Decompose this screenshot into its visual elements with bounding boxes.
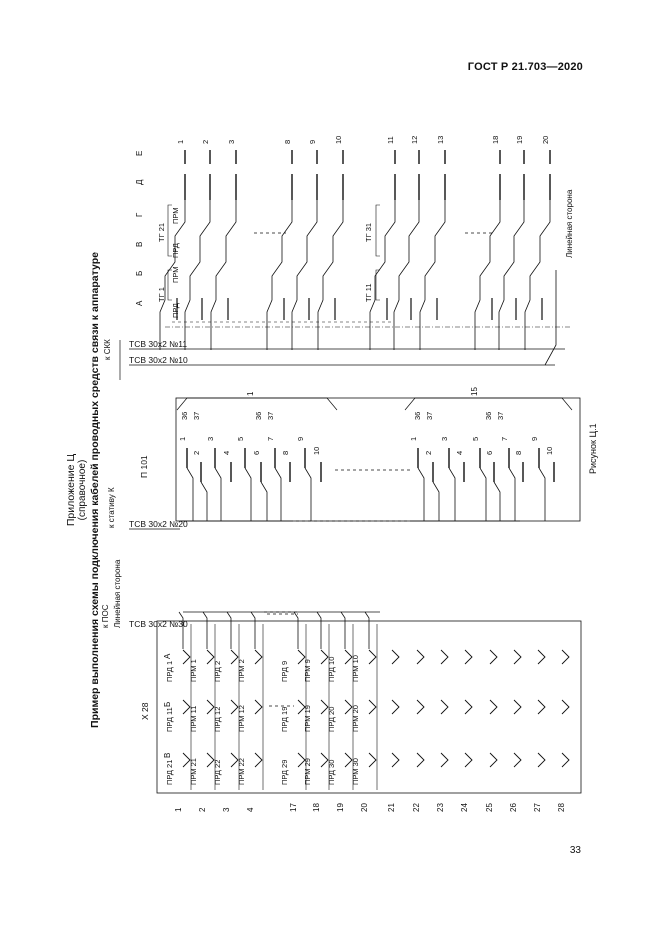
x28-cell-label: ПРМ 20 xyxy=(351,705,360,732)
skk-terminal-number: 11 xyxy=(386,136,395,144)
x28-row-number: 2 xyxy=(198,807,207,812)
x28-cell-label: ПРД 10 xyxy=(327,656,336,682)
x28-row-number: 4 xyxy=(246,807,255,812)
skk-side-label: к СКК xyxy=(103,339,112,360)
p101-contact-number: 2 xyxy=(424,450,433,455)
x28-cell-label: ПРД 12 xyxy=(213,706,222,732)
p101-contact-number: 8 xyxy=(281,450,290,455)
x28-row-number: 19 xyxy=(336,803,345,812)
skk-terminal-number: 18 xyxy=(491,135,500,144)
p101-contact-lead xyxy=(539,468,545,521)
skk-switch-path xyxy=(211,200,236,350)
p101-contact-lead xyxy=(275,468,281,521)
skk-signal-label: ПРД xyxy=(171,303,180,318)
skk-tg-label: ТГ 31 xyxy=(364,222,373,242)
p101-group-label: 1 xyxy=(246,391,255,396)
x28-terminal-chevron xyxy=(514,650,521,664)
x28-panel-title: Х 28 xyxy=(140,702,150,720)
p101-contact-number: 3 xyxy=(206,436,215,441)
x28-terminal-chevron xyxy=(417,753,424,767)
x28-terminal-chevron xyxy=(255,753,262,767)
p101-cable-label: ТСВ 30х2 №20 xyxy=(129,519,188,529)
x28-terminal-chevron xyxy=(441,650,448,664)
skk-column-letter: А xyxy=(135,300,144,306)
p101-panel-title: П 101 xyxy=(139,455,149,478)
p101-group-brace xyxy=(177,398,337,410)
p101-contact-number: 10 xyxy=(545,446,554,455)
skk-column-letter: В xyxy=(135,241,144,247)
skk-column-letter: Д xyxy=(135,179,144,185)
p101-contact-lead xyxy=(509,468,515,521)
skk-tg-bracket xyxy=(376,270,380,300)
p101-contact-lead xyxy=(494,482,500,521)
skk-terminal-number: 1 xyxy=(176,139,185,144)
x28-terminal-chevron xyxy=(465,700,472,714)
p101-contact-lead xyxy=(480,468,486,521)
x28-feed-wire xyxy=(317,612,321,649)
p101-group-brace xyxy=(405,398,572,410)
x28-cell-label: ПРМ 10 xyxy=(351,655,360,682)
p101-panel-frame xyxy=(176,398,580,521)
x28-cell-label: ПРМ 11 xyxy=(189,705,198,732)
x28-cell-label: ПРД 9 xyxy=(280,660,289,682)
p101-contact-number: 6 xyxy=(252,450,261,455)
p101-group-label: 15 xyxy=(470,387,479,396)
x28-terminal-chevron xyxy=(392,753,399,767)
p101-contact-lead xyxy=(261,482,267,521)
skk-switch-path xyxy=(370,200,395,350)
x28-feed-wire xyxy=(341,612,345,649)
x28-row-number: 20 xyxy=(360,803,369,812)
p101-pin-label: 36 xyxy=(484,411,493,420)
skk-switch-path xyxy=(499,200,524,350)
p101-contact-number: 1 xyxy=(409,436,418,441)
x28-feed-wire xyxy=(227,612,231,649)
p101-contact-number: 4 xyxy=(455,450,464,455)
x28-cell-label: ПРД 2 xyxy=(213,660,222,682)
x28-terminal-chevron xyxy=(392,650,399,664)
skk-switch-path xyxy=(525,200,550,350)
x28-row-number: 21 xyxy=(387,803,396,812)
p101-contact-lead xyxy=(305,468,311,521)
skk-cable-label: ТСВ 30х2 №10 xyxy=(129,355,188,365)
x28-cell-label: ПРД 1 xyxy=(165,660,174,682)
skk-cable-label: ТСВ 30х2 №11 xyxy=(129,339,188,349)
p101-contact-number: 4 xyxy=(222,450,231,455)
skk-line-side-label: Линейная сторона xyxy=(565,189,574,258)
x28-cell-label: ПРМ 29 xyxy=(303,758,312,785)
skk-terminal-number: 20 xyxy=(541,135,550,144)
x28-terminal-chevron xyxy=(417,650,424,664)
skk-tg-label: ТГ 21 xyxy=(157,222,166,242)
p101-contact-number: 5 xyxy=(471,436,480,441)
x28-row-number: 22 xyxy=(412,803,421,812)
x28-terminal-chevron xyxy=(514,753,521,767)
skk-terminal-number: 8 xyxy=(283,139,292,144)
x28-terminal-chevron xyxy=(369,700,376,714)
x28-cell-label: ПРД 30 xyxy=(327,759,336,785)
x28-column-letter: А xyxy=(163,653,172,659)
standard-header: ГОСТ Р 21.703—2020 xyxy=(467,61,583,73)
x28-column-letter: Б xyxy=(163,701,172,707)
x28-feed-wire xyxy=(365,612,369,649)
figure-caption: Рисунок Ц.1 xyxy=(588,423,598,474)
skk-switch-path xyxy=(394,200,419,350)
skk-signal-label: ПРМ xyxy=(171,207,180,224)
skk-terminal-number: 9 xyxy=(308,139,317,144)
x28-terminal-chevron xyxy=(562,753,569,767)
x28-row-number: 3 xyxy=(222,807,231,812)
x28-cell-label: ПРД 19 xyxy=(280,706,289,732)
page-number: 33 xyxy=(569,845,581,856)
figure-heading: Пример выполнения схемы подключения кабелей проводных средств связи к аппаратуре xyxy=(88,252,101,728)
skk-terminal-number: 3 xyxy=(227,139,236,144)
skk-switch-path xyxy=(475,200,500,350)
x28-row-number: 27 xyxy=(533,803,542,812)
skk-tg-bracket xyxy=(376,205,380,256)
skk-terminal-number: 12 xyxy=(410,135,419,144)
x28-cell-label: ПРД 21 xyxy=(165,759,174,785)
p101-contact-number: 6 xyxy=(485,450,494,455)
skk-terminal-number: 13 xyxy=(436,135,445,144)
p101-contact-number: 5 xyxy=(236,436,245,441)
x28-terminal-chevron xyxy=(562,700,569,714)
p101-contact-number: 2 xyxy=(192,450,201,455)
x28-terminal-chevron xyxy=(465,650,472,664)
p101-contact-number: 1 xyxy=(178,436,187,441)
x28-cell-label: ПРД 22 xyxy=(213,759,222,785)
p101-contact-number: 9 xyxy=(296,436,305,441)
skk-signal-label: ПРМ xyxy=(171,266,180,283)
p101-contact-number: 9 xyxy=(530,436,539,441)
x28-cell-label: ПРД 20 xyxy=(327,706,336,732)
x28-cell-label: ПРМ 21 xyxy=(189,758,198,785)
p101-side-label: к стативу К xyxy=(107,487,116,528)
x28-terminal-chevron xyxy=(441,753,448,767)
x28-row-number: 26 xyxy=(509,803,518,812)
x28-terminal-chevron xyxy=(369,753,376,767)
p101-pin-label: 37 xyxy=(496,411,505,420)
p101-contact-number: 7 xyxy=(266,436,275,441)
x28-row-number: 1 xyxy=(174,807,183,812)
x28-row-number: 28 xyxy=(557,803,566,812)
p101-contact-number: 10 xyxy=(312,446,321,455)
p101-contact-lead xyxy=(201,482,207,521)
skk-tg-label: ТГ 11 xyxy=(364,283,373,302)
x28-terminal-chevron xyxy=(538,753,545,767)
skk-column-letter: Б xyxy=(135,270,144,276)
x28-feed-wire xyxy=(179,612,183,649)
x28-cell-label: ПРД 11 xyxy=(165,707,174,732)
p101-contact-lead xyxy=(433,482,439,521)
x28-row-number: 18 xyxy=(312,803,321,812)
x28-side-label-line: Линейная сторона xyxy=(113,559,122,628)
x28-cell-label: ПРМ 30 xyxy=(351,758,360,785)
x28-cable-label: ТСВ 30х2 №30 xyxy=(129,619,188,629)
x28-row-number: 17 xyxy=(289,803,298,812)
p101-pin-label: 37 xyxy=(425,411,434,420)
x28-terminal-chevron xyxy=(490,753,497,767)
x28-feed-wire xyxy=(251,612,255,649)
p101-contact-lead xyxy=(245,468,251,521)
x28-terminal-chevron xyxy=(538,700,545,714)
skk-switch-path xyxy=(185,200,210,350)
x28-terminal-chevron xyxy=(417,700,424,714)
x28-terminal-chevron xyxy=(490,700,497,714)
skk-switch-path xyxy=(318,200,343,350)
p101-pin-label: 36 xyxy=(254,411,263,420)
x28-terminal-chevron xyxy=(465,753,472,767)
x28-cell-label: ПРМ 22 xyxy=(237,758,246,785)
x28-terminal-chevron xyxy=(255,700,262,714)
x28-terminal-chevron xyxy=(369,650,376,664)
p101-contact-number: 7 xyxy=(500,436,509,441)
skk-terminal-number: 2 xyxy=(201,139,210,144)
x28-column-letter: В xyxy=(163,752,172,758)
x28-terminal-chevron xyxy=(490,650,497,664)
skk-column-letter: Г xyxy=(135,212,144,217)
skk-switch-path xyxy=(292,200,317,350)
p101-contact-number: 3 xyxy=(440,436,449,441)
skk-switch-path xyxy=(267,200,292,350)
skk-line-side-lead xyxy=(545,270,556,365)
skk-switch-path xyxy=(420,200,445,350)
x28-terminal-chevron xyxy=(441,700,448,714)
x28-terminal-chevron xyxy=(538,650,545,664)
p101-contact-number: 8 xyxy=(514,450,523,455)
x28-terminal-chevron xyxy=(255,650,262,664)
p101-pin-label: 36 xyxy=(413,411,422,420)
skk-tg-label: ТГ 1 xyxy=(157,287,166,302)
appendix-note: (справочное) xyxy=(76,459,88,521)
skk-column-letter: Е xyxy=(135,150,144,156)
p101-contact-lead xyxy=(449,468,455,521)
x28-cell-label: ПРМ 1 xyxy=(189,659,198,682)
p101-pin-label: 37 xyxy=(192,411,201,420)
x28-cell-label: ПРМ 2 xyxy=(237,659,246,682)
x28-row-number: 24 xyxy=(460,803,469,812)
x28-feed-wire xyxy=(203,612,207,649)
skk-terminal-number: 10 xyxy=(334,135,343,144)
x28-cell-label: ПРМ 9 xyxy=(303,659,312,682)
x28-cell-label: ПРМ 12 xyxy=(237,705,246,732)
skk-terminal-number: 19 xyxy=(515,135,524,144)
x28-cell-label: ПРД 29 xyxy=(280,759,289,785)
x28-cell-label: ПРМ 19 xyxy=(303,705,312,732)
p101-pin-label: 37 xyxy=(266,411,275,420)
p101-contact-lead xyxy=(187,468,193,521)
x28-row-number: 23 xyxy=(436,803,445,812)
p101-pin-label: 36 xyxy=(180,411,189,420)
skk-signal-label: ПРД xyxy=(171,243,180,258)
appendix-title: Приложение Ц xyxy=(64,453,77,527)
x28-side-label-pos: к ПОС xyxy=(101,604,110,628)
x28-terminal-chevron xyxy=(514,700,521,714)
p101-contact-lead xyxy=(215,468,221,521)
x28-terminal-chevron xyxy=(392,700,399,714)
x28-row-number: 25 xyxy=(485,803,494,812)
x28-terminal-chevron xyxy=(562,650,569,664)
p101-contact-lead xyxy=(418,468,424,521)
x28-feed-wire xyxy=(294,612,298,649)
